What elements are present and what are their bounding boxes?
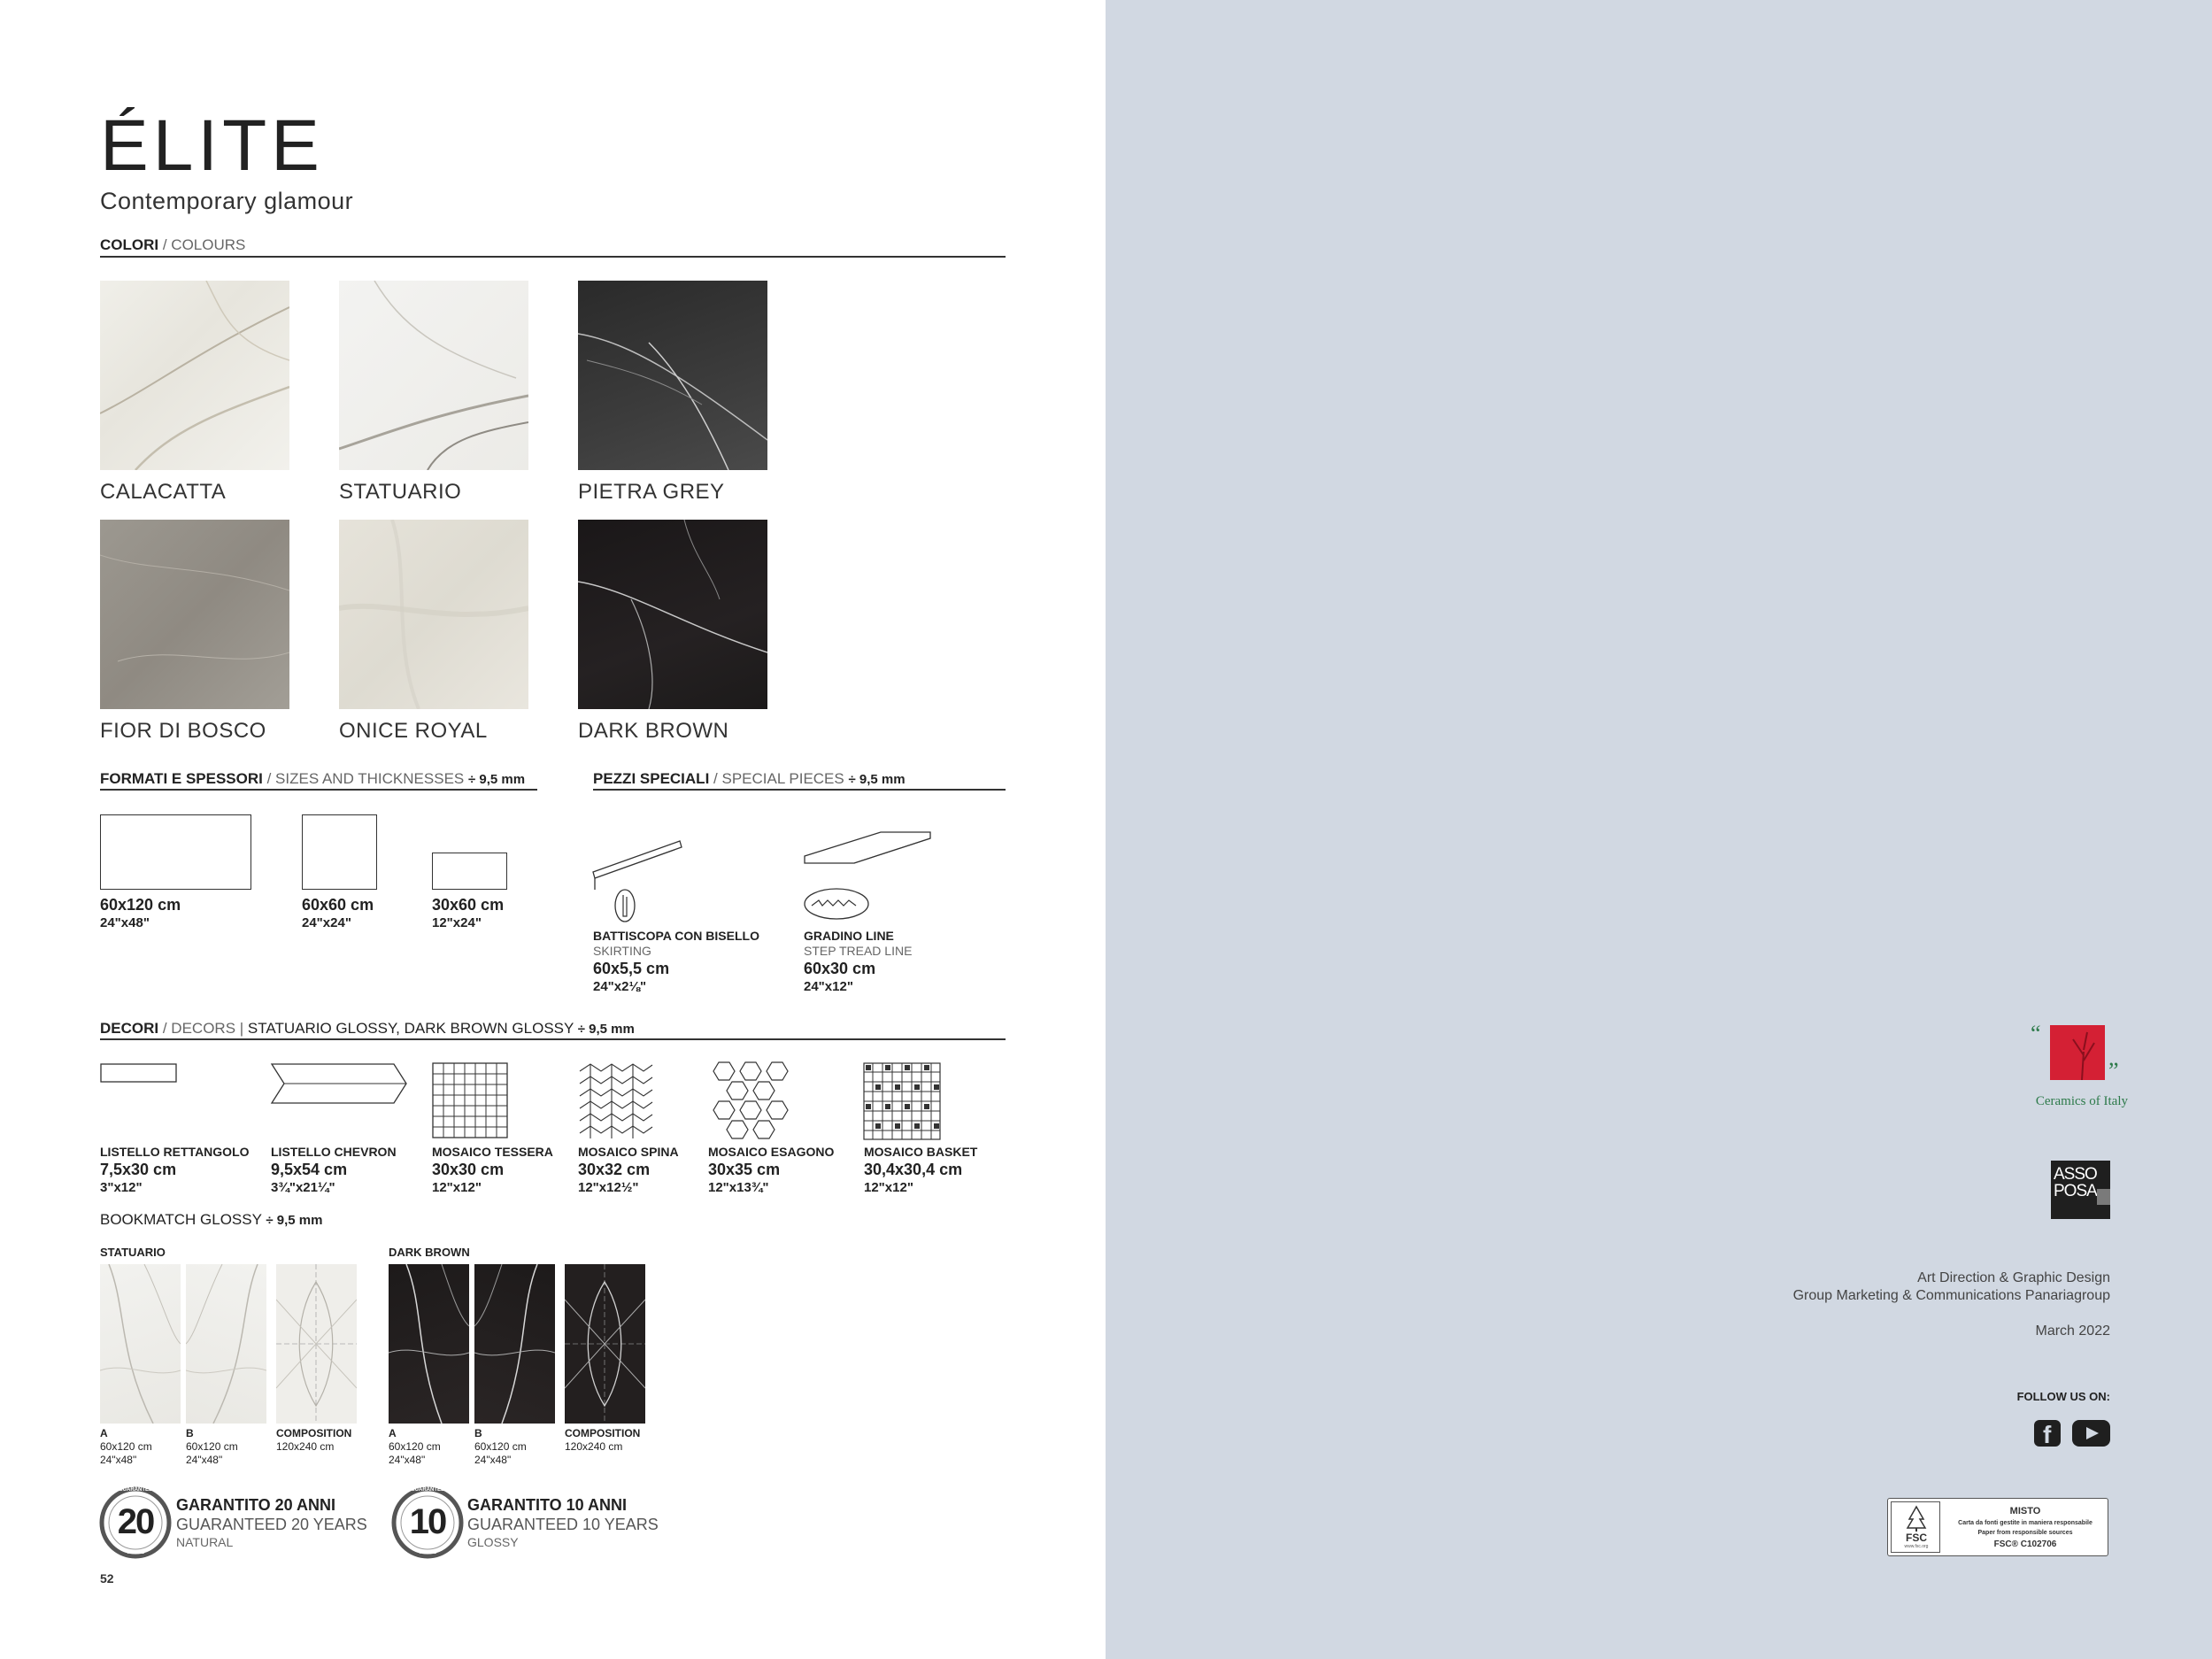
guarantee-10-badge [390, 1485, 465, 1560]
special-name-skirting: BATTISCOPA CON BISELLO [593, 929, 759, 943]
decor-name-rettangolo: LISTELLO RETTANGOLO [100, 1145, 250, 1159]
facebook-glyph: f [2043, 1421, 2052, 1448]
decors-heading [100, 1020, 635, 1038]
decors-thickness: ÷ 9,5 mm [577, 1022, 635, 1037]
size-inch-30x60: 12"x24" [432, 915, 482, 930]
guarantee-10-finish: GLOSSY [467, 1535, 519, 1549]
listello-chevron-drawing [270, 1062, 407, 1107]
bookmatch-group-statuario: STATUARIO [100, 1246, 166, 1259]
bookmatch-statuario-a [100, 1264, 181, 1424]
fsc-title: MISTO [2009, 1506, 2041, 1516]
assoposa-accent [2097, 1189, 2110, 1205]
bm-statuario-b-cm: 60x120 cm [186, 1440, 238, 1453]
bm-darkbrown-comp-letter: COMPOSITION [565, 1427, 641, 1439]
decor-inch-rettangolo: 3"x12" [100, 1180, 143, 1195]
fsc-line1: Carta da fonti gestite in maniera responsabile [1958, 1520, 2093, 1526]
decor-cm-chevron: 9,5x54 cm [271, 1161, 348, 1178]
special-sub-skirting: SKIRTING [593, 944, 651, 958]
bookmatch-group-dark-brown: DARK BROWN [389, 1246, 470, 1259]
special-cm-skirting: 60x5,5 cm [593, 960, 670, 977]
skirting-drawing [591, 837, 689, 925]
special-heading [593, 770, 906, 788]
decor-cm-rettangolo: 7,5x30 cm [100, 1161, 177, 1178]
sizes-heading [100, 770, 525, 788]
size-inch-60x60: 24"x24" [302, 915, 351, 930]
swatch-name-statuario: STATUARIO [339, 480, 462, 504]
bm-statuario-comp-letter: COMPOSITION [276, 1427, 352, 1439]
guarantee-20-it: GARANTITO 20 ANNI [176, 1496, 336, 1514]
guarantee-10-ring-bottom: YEARS [418, 1550, 437, 1555]
bookmatch-darkbrown-composition [565, 1264, 645, 1424]
format-60x120 [100, 814, 251, 890]
bm-darkbrown-b-cm: 60x120 cm [474, 1440, 527, 1453]
sizes-heading-en: / SIZES AND THICKNESSES [266, 770, 465, 787]
bm-darkbrown-comp-cm: 120x240 cm [565, 1440, 623, 1453]
bookmatch-label: BOOKMATCH GLOSSY [100, 1211, 262, 1228]
special-heading-en: / SPECIAL PIECES [713, 770, 844, 787]
mosaico-spina-drawing [578, 1062, 654, 1140]
statuario-veins [339, 281, 528, 470]
special-inch-skirting: 24"x2⅛" [593, 979, 647, 994]
fsc-code: FSC® C102706 [1993, 1539, 2057, 1549]
guarantee-10-ring-top: GUARANTEE [410, 1487, 444, 1493]
guarantee-10-number: 10 [409, 1502, 446, 1541]
facebook-icon[interactable] [2034, 1420, 2061, 1447]
ceramics-of-italy-logo [2013, 1021, 2128, 1114]
credits-date: March 2022 [2035, 1323, 2110, 1339]
assoposa-line1: ASSO [2054, 1165, 2097, 1184]
pietra-grey-veins [578, 281, 767, 470]
onice-royal-veins [339, 520, 528, 709]
bookmatch-statuario-composition [276, 1264, 357, 1424]
bm-darkbrown-b-caption [474, 1427, 527, 1467]
guarantee-20-en: GUARANTEED 20 YEARS [176, 1516, 367, 1533]
colours-heading [100, 236, 245, 254]
bm-statuario-b-caption [186, 1427, 238, 1467]
youtube-play-icon [2072, 1420, 2110, 1447]
format-30x60 [432, 853, 507, 890]
swatch-name-pietra-grey: PIETRA GREY [578, 480, 725, 504]
statuario-a-veins [100, 1264, 181, 1424]
swatch-name-onice-royal: ONICE ROYAL [339, 719, 488, 743]
decor-name-tessera: MOSAICO TESSERA [432, 1145, 553, 1159]
decor-name-basket: MOSAICO BASKET [864, 1145, 978, 1159]
bm-darkbrown-a-inch: 24"x48" [389, 1454, 426, 1466]
special-cm-step: 60x30 cm [804, 960, 876, 977]
follow-us-label: FOLLOW US ON: [2016, 1390, 2110, 1403]
bookmatch-statuario-b [186, 1264, 266, 1424]
swatch-dark-brown [578, 520, 767, 709]
mosaico-tessera-drawing [432, 1062, 508, 1138]
swatch-name-calacatta: CALACATTA [100, 480, 227, 504]
size-cm-30x60: 30x60 cm [432, 896, 505, 914]
special-heading-it: PEZZI SPECIALI [593, 770, 710, 787]
calacatta-veins [100, 281, 289, 470]
statuario-b-veins [186, 1264, 266, 1424]
decor-inch-basket: 12"x12" [864, 1180, 913, 1195]
fsc-site: www.fsc.org [1904, 1544, 1929, 1549]
decor-inch-spina: 12"x12½" [578, 1180, 639, 1195]
bookmatch-darkbrown-b [474, 1264, 555, 1424]
size-cm-60x60: 60x60 cm [302, 896, 374, 914]
decor-cm-esagono: 30x35 cm [708, 1161, 781, 1178]
decor-name-esagono: MOSAICO ESAGONO [708, 1145, 835, 1159]
bm-darkbrown-comp-caption [565, 1427, 640, 1454]
sizes-heading-it: FORMATI E SPESSORI [100, 770, 263, 787]
quote-close-icon: ” [2108, 1058, 2119, 1084]
bm-darkbrown-b-inch: 24"x48" [474, 1454, 512, 1466]
decor-cm-spina: 30x32 cm [578, 1161, 651, 1178]
sizes-rule [100, 789, 537, 791]
decor-cm-tessera: 30x30 cm [432, 1161, 505, 1178]
ceramics-red-square [2050, 1025, 2105, 1080]
format-60x60 [302, 814, 377, 890]
colours-heading-it: COLORI [100, 236, 159, 253]
swatch-fior-di-bosco [100, 520, 289, 709]
special-name-step: GRADINO LINE [804, 929, 894, 943]
bookmatch-darkbrown-a [389, 1264, 469, 1424]
page-number: 52 [100, 1571, 114, 1586]
bm-darkbrown-a-letter: A [389, 1427, 397, 1439]
darkbrown-composition-veins [565, 1264, 645, 1424]
bm-darkbrown-a-caption [389, 1427, 441, 1467]
decor-cm-basket: 30,4x30,4 cm [864, 1161, 963, 1178]
special-rule [593, 789, 1006, 791]
colours-heading-en: / COLOURS [162, 236, 246, 253]
swatch-statuario [339, 281, 528, 470]
decor-name-chevron: LISTELLO CHEVRON [271, 1145, 397, 1159]
fsc-tree-icon [1904, 1505, 1929, 1532]
decor-inch-chevron: 3¾"x21¼" [271, 1180, 335, 1195]
page-subtitle: Contemporary glamour [100, 188, 354, 214]
decors-rule [100, 1038, 1006, 1040]
swatch-onice-royal [339, 520, 528, 709]
fior-di-bosco-veins [100, 520, 289, 709]
bookmatch-heading [100, 1211, 322, 1229]
sizes-thickness: ÷ 9,5 mm [467, 772, 526, 787]
bm-statuario-comp-caption [276, 1427, 351, 1454]
decor-inch-tessera: 12"x12" [432, 1180, 482, 1195]
colours-rule [100, 256, 1006, 258]
right-page [1106, 0, 2212, 1659]
swatch-name-fior-di-bosco: FIOR DI BOSCO [100, 719, 266, 743]
assoposa-line2: POSA [2054, 1182, 2097, 1200]
dark-brown-veins [578, 520, 767, 709]
special-inch-step: 24"x12" [804, 979, 853, 994]
special-thickness: ÷ 9,5 mm [848, 772, 906, 787]
bm-statuario-a-letter: A [100, 1427, 108, 1439]
guarantee-10-it: GARANTITO 10 ANNI [467, 1496, 628, 1514]
credits-line1: Art Direction & Graphic Design [1917, 1270, 2110, 1285]
credits-line2: Group Marketing & Communications Panariagroup [1792, 1288, 2110, 1303]
step-tread-drawing [801, 828, 934, 925]
guarantee-20-ring-bottom: YEARS [126, 1550, 145, 1555]
fsc-logo-text: FSC [1906, 1532, 1927, 1544]
fsc-logo-box [1891, 1501, 1940, 1553]
ceramics-tree-icon [2050, 1025, 2105, 1080]
guarantee-20-ring-top: GUARANTEE [118, 1487, 152, 1493]
size-cm-60x120: 60x120 cm [100, 896, 181, 914]
bookmatch-thickness: ÷ 9,5 mm [266, 1213, 323, 1228]
decors-heading-en: / DECORS | [162, 1020, 244, 1037]
page-title: ÉLITE [100, 105, 324, 186]
guarantee-20-badge [98, 1485, 173, 1560]
darkbrown-b-veins [474, 1264, 555, 1424]
assoposa-logo [2051, 1161, 2110, 1219]
guarantee-20-number: 20 [117, 1502, 154, 1541]
decor-name-spina: MOSAICO SPINA [578, 1145, 679, 1159]
bm-darkbrown-b-letter: B [474, 1427, 482, 1439]
fsc-line2: Paper from responsible sources [1977, 1530, 2073, 1536]
statuario-composition-veins [276, 1264, 357, 1424]
bm-darkbrown-a-cm: 60x120 cm [389, 1440, 441, 1453]
ceramics-label: Ceramics of Italy [2035, 1094, 2128, 1108]
special-sub-step: STEP TREAD LINE [804, 944, 913, 958]
decors-heading-rest: STATUARIO GLOSSY, DARK BROWN GLOSSY [247, 1020, 574, 1037]
mosaico-esagono-drawing [708, 1061, 791, 1142]
bm-statuario-a-inch: 24"x48" [100, 1454, 137, 1466]
size-inch-60x120: 24"x48" [100, 915, 150, 930]
mosaico-basket-drawing [863, 1062, 941, 1140]
guarantee-10-en: GUARANTEED 10 YEARS [467, 1516, 659, 1533]
darkbrown-a-veins [389, 1264, 469, 1424]
decors-heading-it: DECORI [100, 1020, 159, 1037]
youtube-icon[interactable] [2072, 1420, 2110, 1447]
bm-statuario-a-cm: 60x120 cm [100, 1440, 152, 1453]
quote-open-icon: “ [2031, 1021, 2041, 1046]
guarantee-20-finish: NATURAL [176, 1535, 234, 1549]
swatch-pietra-grey [578, 281, 767, 470]
bm-statuario-b-inch: 24"x48" [186, 1454, 223, 1466]
bm-statuario-comp-cm: 120x240 cm [276, 1440, 335, 1453]
bm-statuario-a-caption [100, 1427, 152, 1467]
swatch-calacatta [100, 281, 289, 470]
swatch-name-dark-brown: DARK BROWN [578, 719, 729, 743]
decor-inch-esagono: 12"x13¾" [708, 1180, 769, 1195]
bm-statuario-b-letter: B [186, 1427, 194, 1439]
fsc-label [1887, 1498, 2108, 1556]
listello-rettangolo-drawing [100, 1062, 178, 1084]
